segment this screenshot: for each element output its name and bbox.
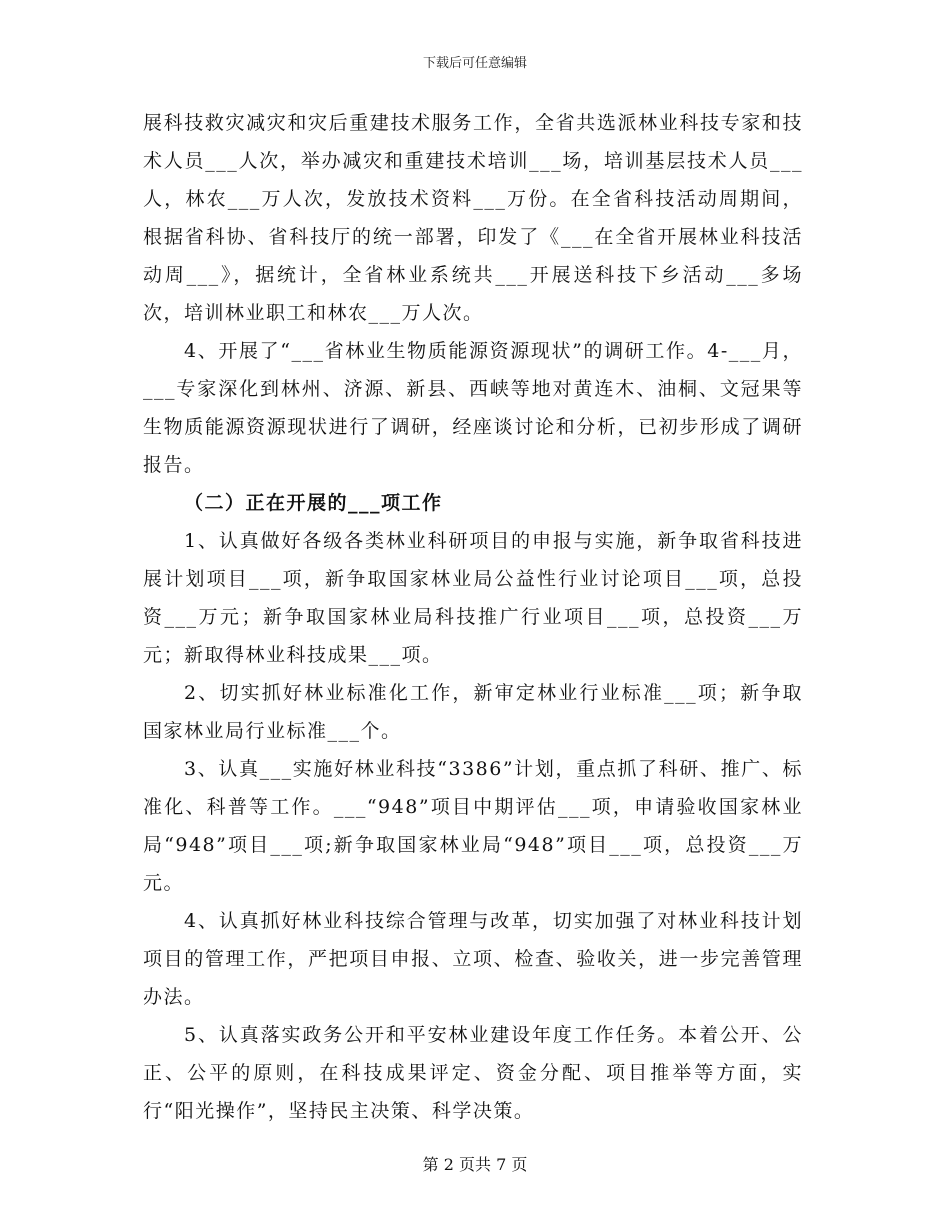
paragraph-item-4-survey: 4、开展了“___省林业生物质能源资源现状”的调研工作。4-___月，___专家深化到林州、济源、新县、西峡等地对黄连木、油桐、文冠果等生物质能源资源现状进行了调研，经座谈讨论和分析，已初步形成了调研报告。	[143, 340, 803, 476]
paragraph-continuation: 展科技救灾减灾和灾后重建技术服务工作，全省共选派林业科技专家和技术人员___人次，举办减灾和重建技术培训___场，培训基层技术人员___人，林农___万人次，发放技术资料___万份。在全省科技活动周期间，根据省科协、省科技厅的统一部署，印发了《___在全省开展林业科技活动周___》，据统计，全省林业系统共___开展送科技下乡活动___多场次，培训林业职工和林农___万人次。	[143, 112, 803, 324]
paragraph-item-4-management: 4、认真抓好林业科技综合管理与改革，切实加强了对林业科技计划项目的管理工作，严把项目申报、立项、检查、验收关，进一步完善管理办法。	[143, 910, 803, 1008]
paragraph-item-5-transparency: 5、认真落实政务公开和平安林业建设年度工作任务。本着公开、公正、公平的原则，在科技成果评定、资金分配、项目推举等方面，实行“阳光操作”，坚持民主决策、科学决策。	[143, 1024, 803, 1122]
paragraph-item-3-plan: 3、认真___实施好林业科技“3386”计划，重点抓了科研、推广、标准化、科普等工作。___“948”项目中期评估___项，申请验收国家林业局“948”项目___项;新争取国家林业局“948”项目___项，总投资___万元。	[143, 758, 803, 894]
paragraph-item-1-projects: 1、认真做好各级各类林业科研项目的申报与实施，新争取省科技进展计划项目___项，新争取国家林业局公益性行业讨论项目___项，总投资___万元；新争取国家林业局科技推广行业项目___项，总投资___万元；新取得林业科技成果___项。	[143, 530, 803, 666]
page-number: 第 2 页共 7 页	[422, 1155, 528, 1174]
page-header: 下载后可任意编辑	[422, 56, 527, 71]
paragraph-item-2-standards: 2、切实抓好林业标准化工作，新审定林业行业标准___项；新争取国家林业局行业标准___个。	[143, 682, 803, 742]
section-heading: （二）正在开展的___项工作	[184, 492, 443, 514]
document-body	[143, 104, 803, 1130]
